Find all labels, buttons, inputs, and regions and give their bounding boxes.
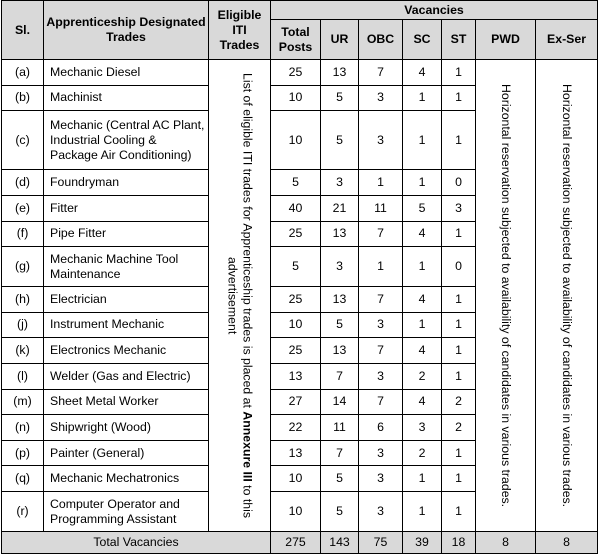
row-trade: Painter (General) [44, 440, 209, 466]
row-sl: (b) [2, 85, 44, 111]
header-eligible-trades: Eligible ITI Trades [209, 1, 271, 60]
row-st: 1 [442, 221, 476, 247]
totals-obc [359, 532, 403, 554]
row-trade: Mechanic Mechatronics [44, 466, 209, 492]
row-obc: 3 [359, 363, 403, 389]
row-st: 2 [442, 389, 476, 415]
row-sl: (p) [2, 440, 44, 466]
row-st: 1 [442, 60, 476, 86]
row-sl: (a) [2, 60, 44, 86]
row-sl: (e) [2, 195, 44, 221]
row-total-posts: 10 [271, 111, 321, 170]
totals-ur [321, 532, 359, 554]
eligible-trades-note [209, 60, 271, 532]
table-body [2, 60, 598, 554]
row-sc: 1 [403, 111, 442, 170]
row-sc [403, 492, 442, 532]
header-st: ST [442, 20, 476, 60]
totals-total-posts [271, 532, 321, 554]
row-sc: 4 [403, 338, 442, 364]
row-obc: 7 [359, 221, 403, 247]
row-st: 1 [442, 111, 476, 170]
row-ur: 5 [321, 111, 359, 170]
row-ur: 7 [321, 440, 359, 466]
row-total-posts: 25 [271, 338, 321, 364]
row-trade: Instrument Mechanic [44, 312, 209, 338]
row-trade: Fitter [44, 195, 209, 221]
row-total-posts [271, 492, 321, 532]
exser-note-text: Horizontal reservation subjected to availability of candidates in various trades. [559, 84, 574, 507]
row-sc: 1 [403, 170, 442, 196]
annexure-reference: Annexure III [241, 411, 255, 481]
row-obc: 7 [359, 286, 403, 312]
row-sl: (c) [2, 111, 44, 170]
row-st: 1 [442, 85, 476, 111]
header-exser: Ex-Ser [536, 20, 598, 60]
row-ur: 13 [321, 60, 359, 86]
row-st: 1 [442, 338, 476, 364]
row-sc: 4 [403, 286, 442, 312]
totals-sc [403, 532, 442, 554]
row-sc: 5 [403, 195, 442, 221]
row-sc: 2 [403, 440, 442, 466]
row-st: 1 [442, 466, 476, 492]
row-sl: (j) [2, 312, 44, 338]
row-sl: (d) [2, 170, 44, 196]
row-total-posts: 25 [271, 60, 321, 86]
row-obc [359, 492, 403, 532]
row-obc: 6 [359, 415, 403, 441]
row-trade [44, 492, 209, 532]
header-pwd: PWD [476, 20, 536, 60]
row-st: 0 [442, 247, 476, 287]
row-obc: 1 [359, 247, 403, 287]
row-obc: 3 [359, 466, 403, 492]
header-obc: OBC [359, 20, 403, 60]
row-st: 0 [442, 170, 476, 196]
row-ur [321, 492, 359, 532]
row-ur: 13 [321, 286, 359, 312]
row-sc: 1 [403, 85, 442, 111]
row-trade: Machinist [44, 85, 209, 111]
row-ur: 5 [321, 85, 359, 111]
row-trade: Mechanic (Central AC Plant, Industrial Cooling & Package Air Conditioning) [44, 111, 209, 170]
row-sc: 4 [403, 60, 442, 86]
row-st: 1 [442, 312, 476, 338]
row-total-posts: 25 [271, 286, 321, 312]
row-obc: 1 [359, 170, 403, 196]
eligible-note-suffix: to this advertisement [226, 257, 255, 518]
table-row [2, 60, 598, 86]
row-sc: 4 [403, 221, 442, 247]
header-vacancies: Vacancies [271, 1, 598, 20]
row-sl: (l) [2, 363, 44, 389]
row-sc: 2 [403, 363, 442, 389]
totals-row [2, 532, 598, 554]
row-sl [2, 492, 44, 532]
row-sl: (n) [2, 415, 44, 441]
row-total-posts: 10 [271, 85, 321, 111]
row-st: 2 [442, 415, 476, 441]
header-total-posts: Total Posts [271, 20, 321, 60]
row-sc: 1 [403, 466, 442, 492]
row-ur: 21 [321, 195, 359, 221]
row-sl: (h) [2, 286, 44, 312]
row-trade: Electronics Mechanic [44, 338, 209, 364]
row-st [442, 492, 476, 532]
row-obc: 7 [359, 60, 403, 86]
row-total-posts: 5 [271, 247, 321, 287]
row-obc: 3 [359, 440, 403, 466]
row-total-posts: 5 [271, 170, 321, 196]
row-sl: (k) [2, 338, 44, 364]
exser-reservation-note [536, 60, 598, 532]
row-obc: 11 [359, 195, 403, 221]
row-obc: 7 [359, 389, 403, 415]
pwd-note-text: Horizontal reservation subjected to availability of candidates in various trades. [498, 84, 513, 507]
row-st: 1 [442, 286, 476, 312]
row-obc: 3 [359, 85, 403, 111]
row-sc: 4 [403, 389, 442, 415]
row-sc: 1 [403, 247, 442, 287]
row-trade: Sheet Metal Worker [44, 389, 209, 415]
header-sl: Sl. [2, 1, 44, 60]
row-ur: 3 [321, 170, 359, 196]
row-sl: (g) [2, 247, 44, 287]
row-sc: 3 [403, 415, 442, 441]
row-obc: 3 [359, 111, 403, 170]
row-obc: 7 [359, 338, 403, 364]
totals-pwd [476, 532, 536, 554]
header-sc: SC [403, 20, 442, 60]
totals-st [442, 532, 476, 554]
row-sl: (m) [2, 389, 44, 415]
totals-label [2, 532, 271, 554]
row-total-posts: 25 [271, 221, 321, 247]
row-ur: 7 [321, 363, 359, 389]
totals-exser [536, 532, 598, 554]
row-sc: 1 [403, 312, 442, 338]
row-trade: Welder (Gas and Electric) [44, 363, 209, 389]
header-ur: UR [321, 20, 359, 60]
row-trade: Electrician [44, 286, 209, 312]
row-total-posts: 27 [271, 389, 321, 415]
row-trade: Pipe Fitter [44, 221, 209, 247]
row-ur: 13 [321, 221, 359, 247]
row-trade: Mechanic Machine Tool Maintenance [44, 247, 209, 287]
row-total-posts: 22 [271, 415, 321, 441]
row-ur: 5 [321, 466, 359, 492]
row-trade: Foundryman [44, 170, 209, 196]
eligible-note-text: List of eligible ITI trades for Apprenticeship trades is placed at [241, 73, 255, 408]
row-st: 1 [442, 440, 476, 466]
row-ur: 3 [321, 247, 359, 287]
row-ur: 14 [321, 389, 359, 415]
row-total-posts: 13 [271, 440, 321, 466]
row-st: 1 [442, 363, 476, 389]
row-ur: 11 [321, 415, 359, 441]
row-trade: Shipwright (Wood) [44, 415, 209, 441]
pwd-reservation-note [476, 60, 536, 532]
row-total-posts: 13 [271, 363, 321, 389]
row-st: 3 [442, 195, 476, 221]
row-total-posts: 10 [271, 312, 321, 338]
row-ur: 5 [321, 312, 359, 338]
row-sl: (q) [2, 466, 44, 492]
row-obc: 3 [359, 312, 403, 338]
row-total-posts: 40 [271, 195, 321, 221]
row-trade: Mechanic Diesel [44, 60, 209, 86]
header-trades: Apprenticeship Designated Trades [44, 1, 209, 60]
row-ur: 13 [321, 338, 359, 364]
row-total-posts: 10 [271, 466, 321, 492]
row-sl: (f) [2, 221, 44, 247]
